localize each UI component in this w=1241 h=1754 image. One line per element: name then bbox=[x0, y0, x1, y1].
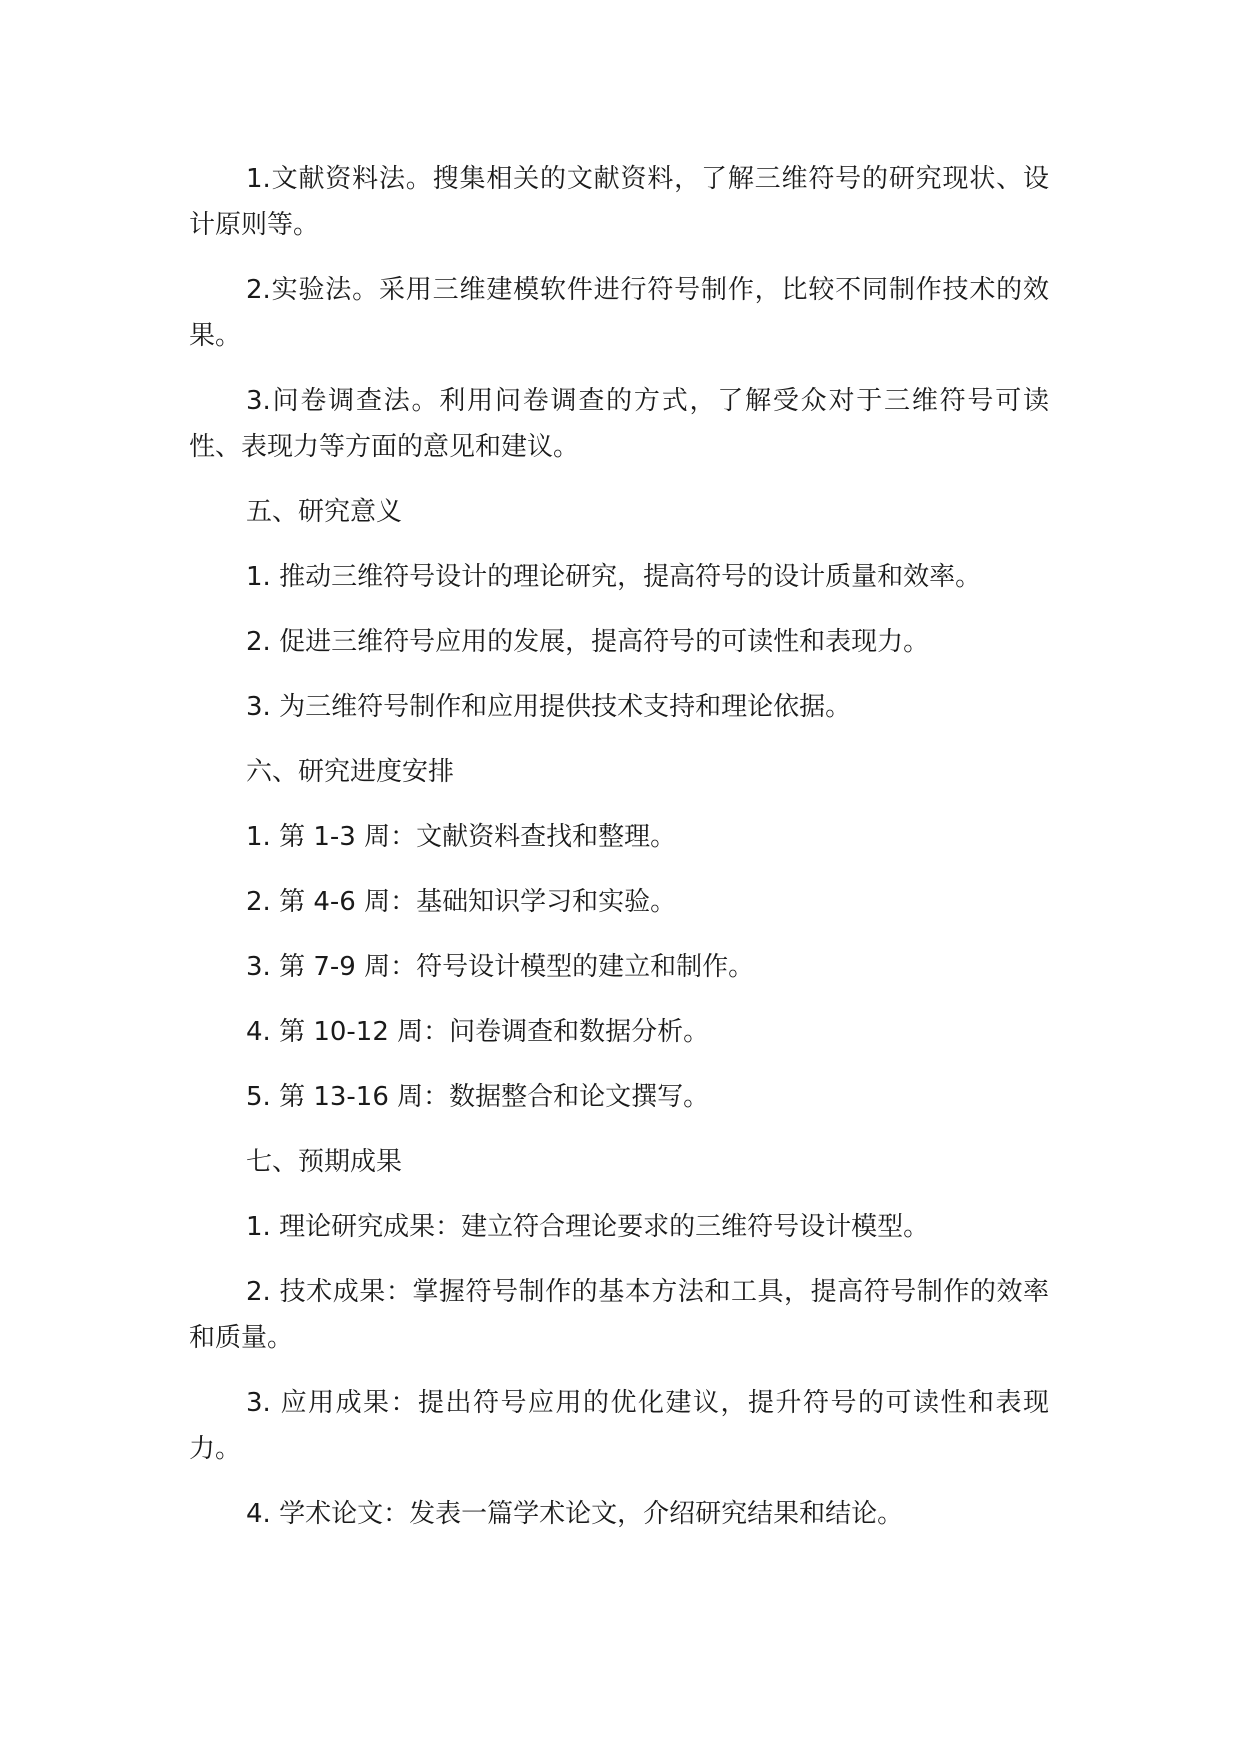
schedule-item-1: 1. 第 1-3 周：文献资料查找和整理。 bbox=[246, 822, 677, 852]
outcome-item-1: 1. 理论研究成果：建立符合理论要求的三维符号设计模型。 bbox=[246, 1212, 930, 1242]
document-body bbox=[189, 156, 1049, 1556]
section-heading-schedule: 六、研究进度安排 bbox=[246, 757, 455, 787]
outcome-item-4: 4. 学术论文：发表一篇学术论文，介绍研究结果和结论。 bbox=[246, 1499, 904, 1529]
method-experiment-paragraph: 2.实验法。采用三维建模软件进行符号制作，比较不同制作技术的效果。 bbox=[189, 275, 1049, 351]
section-heading-significance: 五、研究意义 bbox=[246, 497, 403, 527]
method-literature-paragraph: 1.文献资料法。搜集相关的文献资料，了解三维符号的研究现状、设计原则等。 bbox=[189, 164, 1049, 240]
schedule-item-4: 4. 第 10-12 周：问卷调查和数据分析。 bbox=[246, 1017, 710, 1047]
significance-item-1: 1. 推动三维符号设计的理论研究，提高符号的设计质量和效率。 bbox=[246, 562, 982, 592]
significance-item-3: 3. 为三维符号制作和应用提供技术支持和理论依据。 bbox=[246, 692, 852, 722]
section-heading-outcomes: 七、预期成果 bbox=[246, 1147, 403, 1177]
method-survey-paragraph: 3.问卷调查法。利用问卷调查的方式，了解受众对于三维符号可读性、表现力等方面的意见和建议。 bbox=[189, 386, 1049, 462]
outcome-item-3: 3. 应用成果：提出符号应用的优化建议，提升符号的可读性和表现力。 bbox=[189, 1388, 1049, 1464]
schedule-item-2: 2. 第 4-6 周：基础知识学习和实验。 bbox=[246, 887, 677, 917]
outcome-item-2: 2. 技术成果：掌握符号制作的基本方法和工具，提高符号制作的效率和质量。 bbox=[189, 1277, 1049, 1353]
schedule-item-5: 5. 第 13-16 周：数据整合和论文撰写。 bbox=[246, 1082, 710, 1112]
schedule-item-3: 3. 第 7-9 周：符号设计模型的建立和制作。 bbox=[246, 952, 755, 982]
significance-item-2: 2. 促进三维符号应用的发展，提高符号的可读性和表现力。 bbox=[246, 627, 930, 657]
